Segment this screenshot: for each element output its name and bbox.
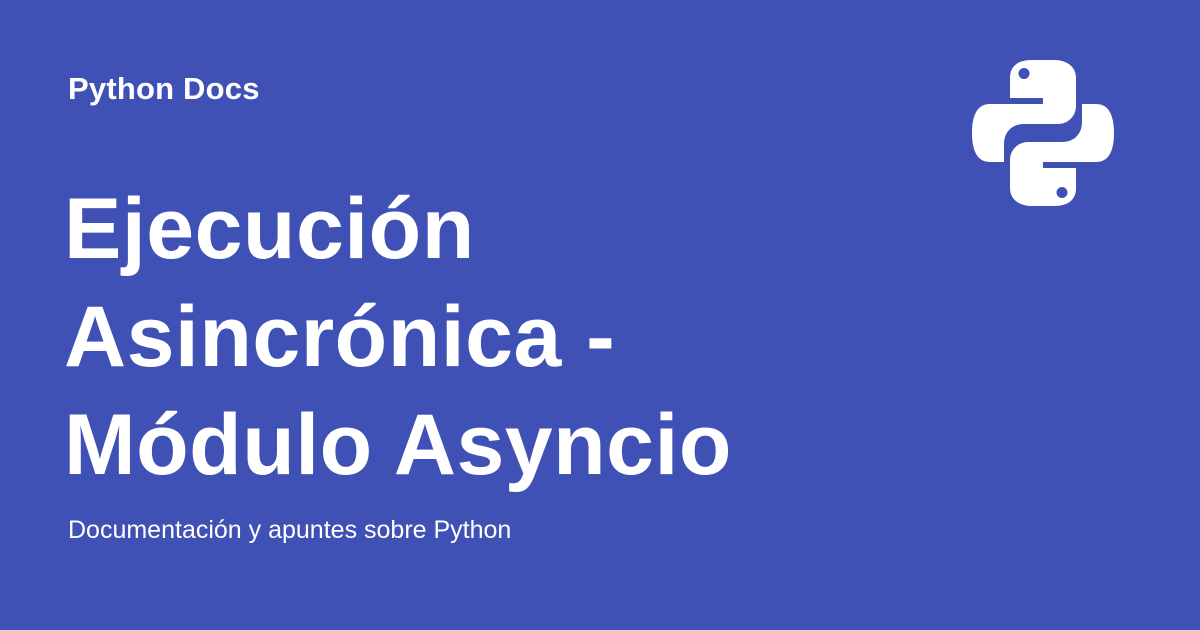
page-title	[64, 175, 824, 499]
page-title-line: Ejecución	[64, 181, 475, 277]
page-subtitle: Documentación y apuntes sobre Python	[68, 516, 512, 544]
site-name: Python Docs	[68, 71, 260, 106]
page-title-line: Asincrónica -	[64, 289, 616, 385]
page-title-line: Módulo Asyncio	[64, 397, 732, 493]
python-logo-icon	[970, 60, 1116, 206]
